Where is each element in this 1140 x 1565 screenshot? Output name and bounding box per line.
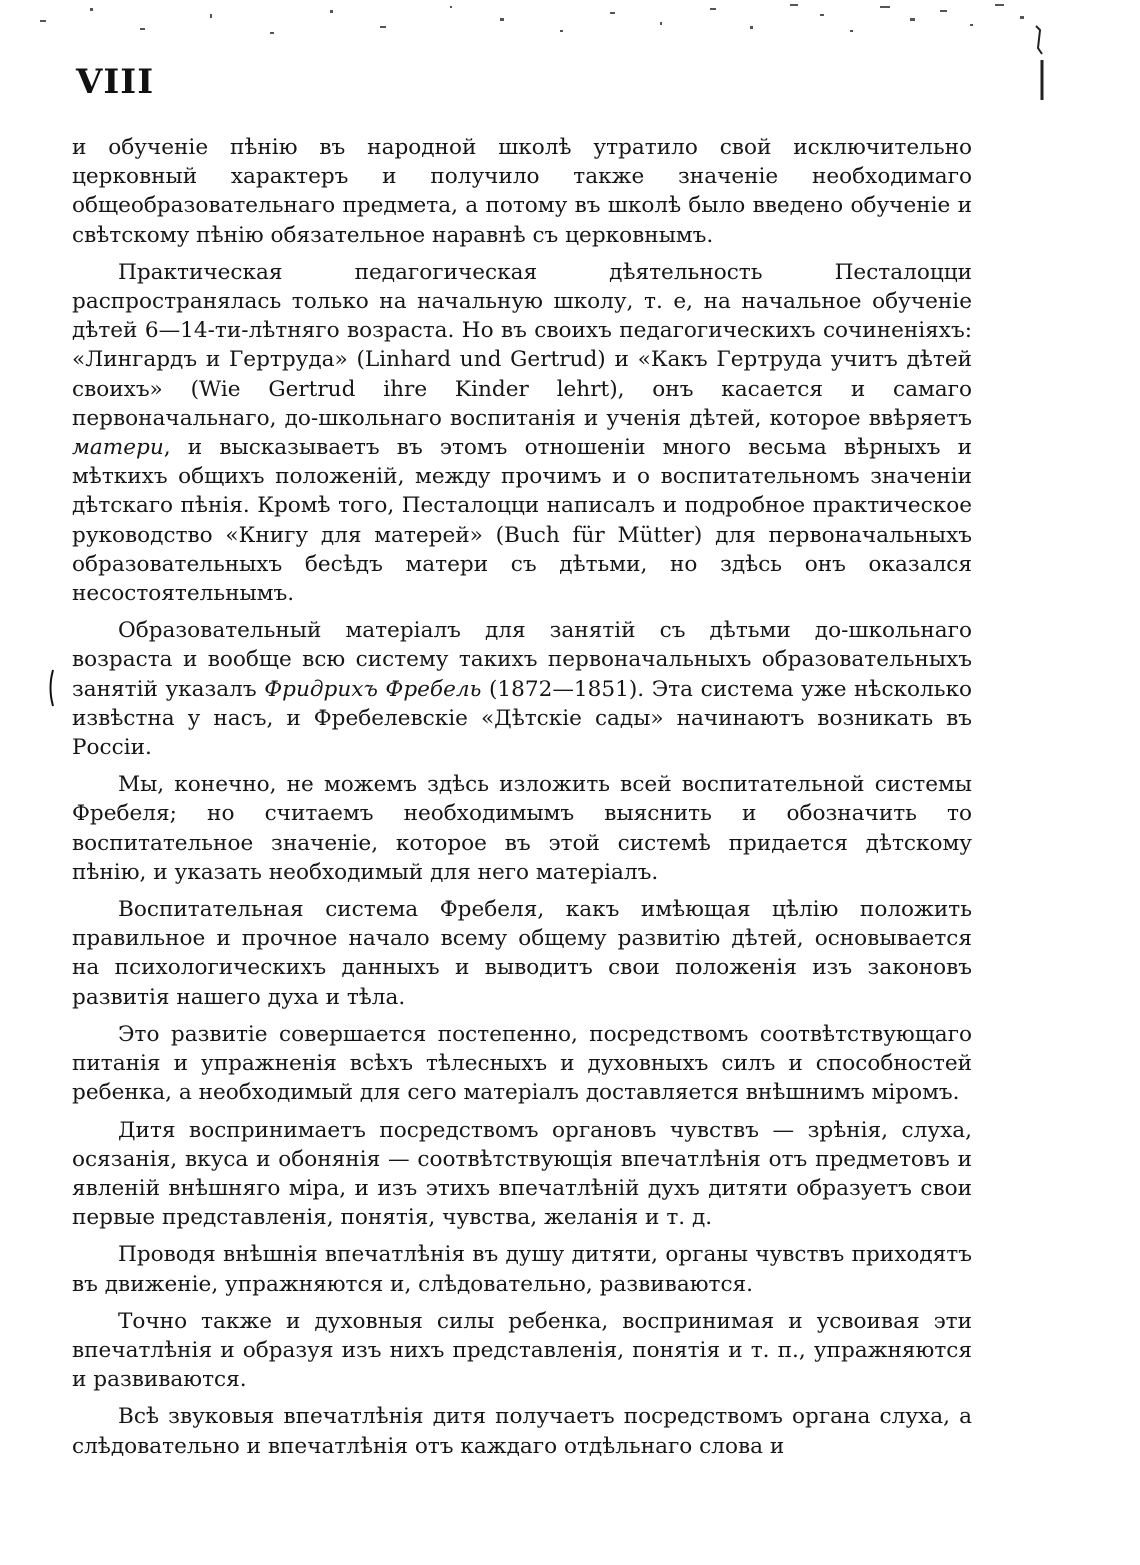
page-number: VIII xyxy=(76,62,155,102)
paragraph-1-text: и обученіе пѣнію въ народной школѣ утратило свой исключительно церковный характеръ и получило также значеніе необходимаго общеобразовательнаго предмета, а потому въ школѣ было введено обученіе и свѣтскому пѣнію обязательное наравнѣ съ церковнымъ. xyxy=(72,135,972,248)
paragraph-7 xyxy=(72,1116,972,1233)
paragraph-3 xyxy=(72,616,972,762)
paragraph-3-text: Образовательный матеріалъ для занятій съ дѣтьми до-школьнаго возраста и вообще всю систему такихъ первоначальныхъ образовательныхъ занятій указалъ xyxy=(72,618,972,702)
paragraph-3-emphasis: Фридрихъ Фребель xyxy=(264,676,482,702)
paragraph-7-text: Дитя воспринимаетъ посредствомъ органовъ чувствъ — зрѣнія, слуха, осязанія, вкуса и обонянія — соотвѣтствующія впечатлѣнія отъ предметовъ и явленій внѣшняго міра, и изъ этихъ впечатлѣній духъ дитяти образуетъ свои первые представленія, понятія, чувства, желанія и т. д. xyxy=(72,1117,972,1231)
paragraph-6-text: Это развитіе совершается постепенно, посредствомъ соотвѣтствующаго питанія и упражненія всѣхъ тѣлесныхъ и духовныхъ силъ и способностей ребенка, а необходимый для сего матеріалъ доставляется внѣшнимъ міромъ. xyxy=(72,1021,972,1106)
scan-noise-decoration xyxy=(30,0,1110,50)
paragraph-6 xyxy=(72,1020,972,1108)
paragraph-8 xyxy=(72,1240,972,1298)
paragraph-2-text: Практическая педагогическая дѣятельность Песталоцци распространялась только на начальную школу, т. е, на начальное обученіе дѣтей 6—14-ти-лѣтняго возраста. Но въ своихъ педагогическихъ сочиненіяхъ: «Лингардъ и Гертруда» (Linhard und Gertrud) и «Какъ Гертруда учитъ дѣтей своихъ» (Wie Gertrud ihre Kinder lehrt), онъ касается и самаго первоначальнаго, до-школьнаго воспитанія и ученія дѣтей, которое ввѣряетъ xyxy=(72,259,972,431)
paragraph-9 xyxy=(72,1307,972,1395)
margin-mark-right xyxy=(1028,20,1058,110)
paragraph-5-text: Воспитательная система Фребеля, какъ имѣющая цѣлію положить правильное и прочное начало всему общему развитію дѣтей, основывается на психологическихъ данныхъ и выводитъ свои положенія изъ законовъ развитія нашего духа и тѣла. xyxy=(72,897,972,1010)
paragraph-2-emphasis: матери xyxy=(72,435,164,461)
paragraph-8-text: Проводя внѣшнія впечатлѣнія въ душу дитяти, органы чувствъ приходятъ въ движеніе, упражняются и, слѣдовательно, развиваются. xyxy=(72,1242,972,1297)
paragraph-4-text: Мы, конечно, не можемъ здѣсь изложить всей воспитательной системы Фребеля; но считаемъ необходимымъ выяснить и обозначить то воспитательное значеніе, которое въ этой системѣ придается дѣтскому пѣнію, и указать необходимый для него матеріалъ. xyxy=(72,772,972,885)
paragraph-4 xyxy=(72,770,972,887)
margin-bracket-mark xyxy=(46,668,56,708)
paragraph-2-text-after: , и высказываетъ въ этомъ отношеніи много весьма вѣрныхъ и мѣткихъ общихъ положеній, между прочимъ и о воспитательномъ значеніи дѣтскаго пѣнія. Кромѣ того, Песталоцци написалъ и подробное практическое руководство «Книгу для матерей» (Buch für Mütter) для первоначальныхъ образовательныхъ бесѣдъ матери съ дѣтьми, но здѣсь онъ оказался несостоятельнымъ. xyxy=(72,435,972,607)
paragraph-2 xyxy=(72,258,972,608)
paragraph-5 xyxy=(72,895,972,1012)
paragraph-10 xyxy=(72,1402,972,1460)
paragraph-1 xyxy=(72,133,972,250)
paragraph-3-text-after: (1872—1851). Эта система уже нѣсколько извѣстна у насъ, и Фребелевскіе «Дѣтскіе сады» начинаютъ возникать въ Россіи. xyxy=(72,676,973,761)
paragraph-10-text: Всѣ звуковыя впечатлѣнія дитя получаетъ посредствомъ органа слуха, а слѣдовательно и впечатлѣнія отъ каждаго отдѣльнаго слова и xyxy=(72,1404,972,1459)
paragraph-9-text: Точно также и духовныя силы ребенка, воспринимая и усвоивая эти впечатлѣнія и образуя изъ нихъ представленія, понятія и т. п., упражняются и развиваются. xyxy=(72,1308,972,1393)
body-text xyxy=(72,133,972,1469)
